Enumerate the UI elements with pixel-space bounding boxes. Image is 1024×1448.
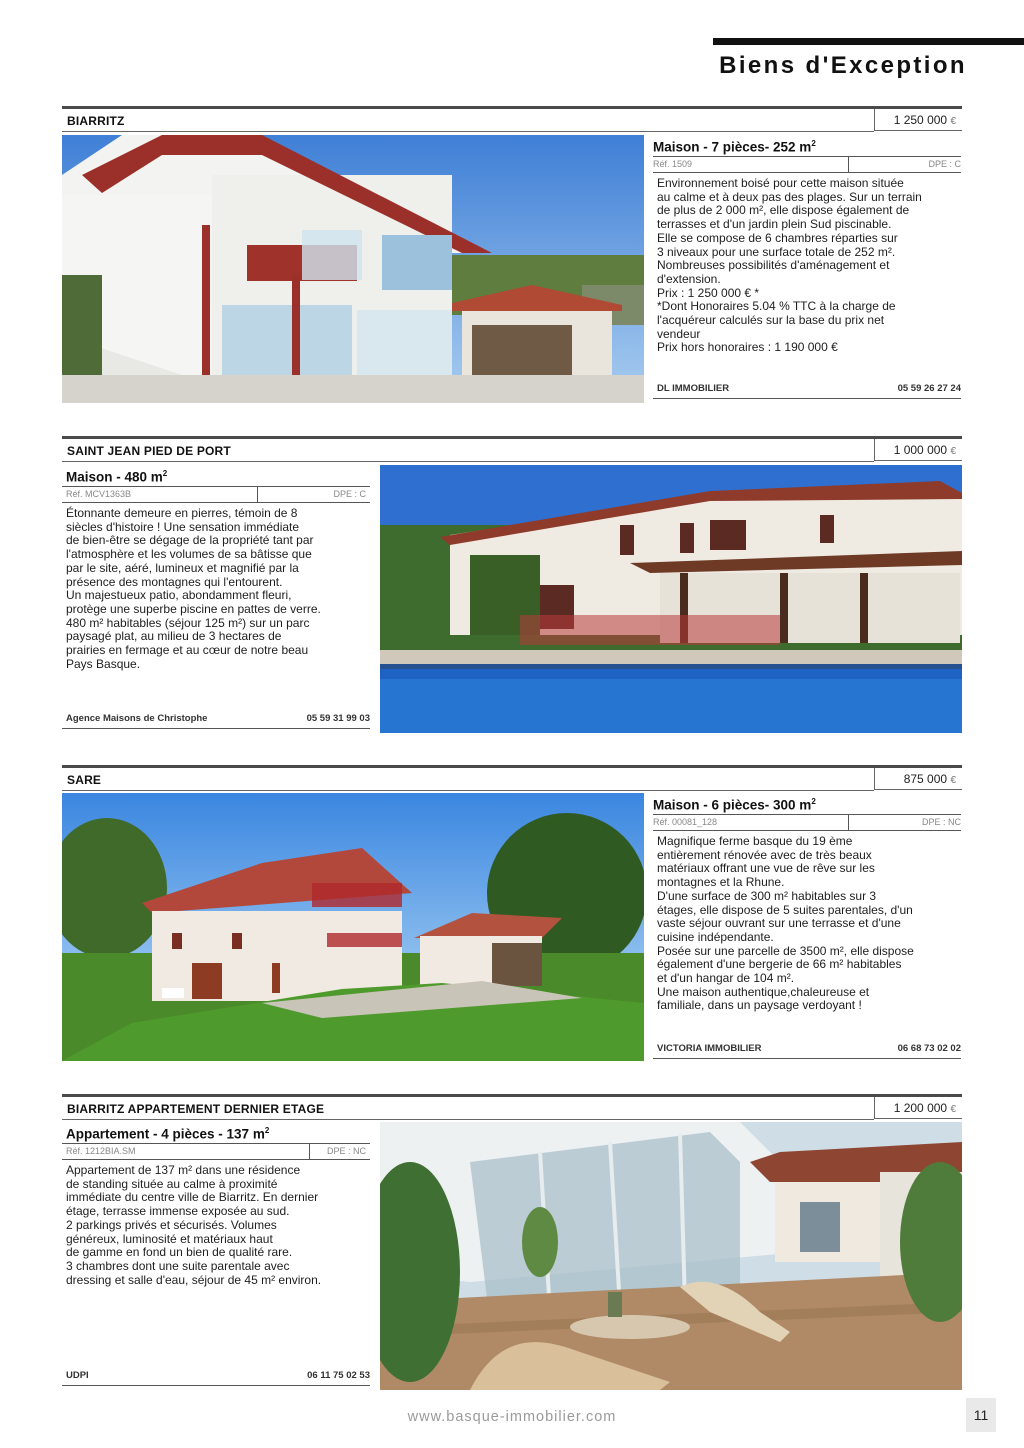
description-line: par le site, aéré, lumineux et magnifié par la (66, 560, 299, 575)
currency-symbol: € (950, 116, 956, 127)
agency-phone: 06 11 75 02 53 (307, 1370, 370, 1381)
description-line: Elle se compose de 6 chambres réparties sur (657, 230, 898, 245)
location-rule (62, 131, 874, 132)
listing-location: BIARRITZ APPARTEMENT DERNIER ETAGE (67, 1102, 325, 1116)
description-line: immédiate du centre ville de Biarritz. En dernier (66, 1190, 319, 1205)
listing-text (653, 135, 961, 403)
title-superscript: 2 (162, 469, 168, 478)
description-line: *Dont Honoraires 5.04 % TTC à la charge de (657, 299, 896, 314)
footer-url: www.basque-immobilier.com (407, 1409, 617, 1425)
listing-location: SAINT JEAN PIED DE PORT (67, 444, 231, 458)
listing-top-rule (62, 765, 962, 768)
description-line: cuisine indépendante. (657, 929, 774, 944)
description-line: 480 m² habitables (séjour 125 m²) sur un parc (66, 615, 310, 630)
reference: Réf. 1509 (653, 157, 849, 172)
description-line: protège une superbe piscine en pattes de verre. (66, 601, 321, 616)
description-line: familiale, dans un paysage verdoyant ! (657, 998, 862, 1013)
reference: Réf. MCV1363B (62, 487, 258, 502)
agency-row (653, 1043, 961, 1059)
agency-phone: 06 68 73 02 02 (897, 1043, 961, 1054)
property-photo (380, 465, 962, 733)
description-line: d'extension. (657, 271, 721, 286)
listing-biarritz (62, 106, 962, 406)
description-line: 2 parkings privés et sécurisés. Volumes (66, 1217, 277, 1232)
page-number: 11 (966, 1398, 996, 1432)
reference: Réf. 00081_128 (653, 815, 849, 830)
property-description (657, 835, 957, 1013)
agency-phone: 05 59 31 99 03 (306, 713, 370, 724)
location-rule (62, 461, 874, 462)
listing-biarritz-appartement (62, 1094, 962, 1394)
property-photo (380, 1122, 962, 1390)
section-title: Biens d'Exception (719, 52, 967, 79)
description-line: Un majestueux patio, abondamment fleuri, (66, 588, 292, 603)
description-line: Étonnante demeure en pierres, témoin de 8 (66, 506, 298, 520)
listing-text (653, 793, 961, 1061)
listing-top-rule (62, 436, 962, 439)
agency-name: UDPI (66, 1370, 89, 1381)
dpe-rating: DPE : NC (326, 1146, 366, 1156)
description-line: D'une surface de 300 m² habitables sur 3 (657, 888, 877, 903)
description-line: Magnifique ferme basque du 19 ème (657, 834, 853, 848)
dpe-rating: DPE : C (928, 159, 961, 169)
title-text: Maison - 480 m (66, 469, 163, 485)
listing-sare (62, 765, 962, 1065)
title-superscript: 2 (811, 139, 816, 148)
agency-name: DL IMMOBILIER (657, 383, 730, 394)
property-photo (62, 135, 644, 403)
dpe-rating: DPE : C (333, 489, 366, 499)
agency-row (653, 383, 961, 399)
property-description (657, 177, 957, 355)
reference-row (653, 157, 961, 173)
property-description (66, 1164, 366, 1287)
description-line: de gamme en fond un bien de qualité rare. (66, 1245, 293, 1260)
description-line: de standing située au calme à proximité (66, 1176, 278, 1191)
description-line: Posée sur une parcelle de 3500 m², elle dispose (657, 943, 914, 958)
reference-row (62, 1144, 370, 1160)
listing-location: SARE (67, 773, 102, 787)
description-line: et d'un hangar de 104 m². (657, 971, 795, 986)
title-text: Maison - 6 pièces- 300 m (653, 797, 812, 813)
title-superscript: 2 (811, 797, 816, 806)
reference: Réf. 1212BIA.SM (62, 1144, 310, 1159)
description-line: étage, terrasse immense exposée au sud. (66, 1204, 290, 1219)
property-title (653, 135, 961, 157)
location-rule (62, 790, 874, 791)
property-title (653, 793, 961, 815)
description-line: Prix : 1 250 000 € * (657, 285, 760, 300)
description-line: présence des montagnes qui l'entourent. (66, 574, 283, 589)
agency-name: VICTORIA IMMOBILIER (657, 1043, 762, 1054)
currency-symbol: € (950, 446, 956, 457)
title-text: Maison - 7 pièces- 252 m (653, 139, 812, 155)
description-line: Environnement boisé pour cette maison située (657, 176, 904, 190)
description-line: Nombreuses possibilités d'aménagement et (657, 258, 890, 273)
description-line: vendeur (657, 326, 701, 341)
description-line: de bien-être se dégage de la propriété tant par (66, 533, 314, 548)
agency-row (62, 1370, 370, 1386)
price-value: 1 200 000 (893, 1101, 948, 1115)
description-line: entièrement rénovée avec de très beaux (657, 847, 872, 862)
property-title (62, 465, 370, 487)
location-rule (62, 1119, 874, 1120)
currency-symbol: € (950, 775, 956, 786)
description-line: l'atmosphère et les volumes de sa bâtisse que (66, 547, 312, 562)
listing-text (62, 465, 370, 733)
listing-top-rule (62, 106, 962, 109)
price-value: 875 000 (903, 772, 948, 786)
reference-row (62, 487, 370, 503)
agency-phone: 05 59 26 27 24 (897, 383, 961, 394)
price-value: 1 000 000 (893, 443, 948, 457)
description-line: terrasses et d'un jardin plein Sud piscinable. (657, 217, 892, 232)
description-line: 3 niveaux pour une surface totale de 252 m². (657, 244, 896, 259)
property-photo (62, 793, 644, 1061)
description-line: siècles d'histoire ! Une sensation immédiate (66, 519, 300, 534)
title-superscript: 2 (264, 1126, 270, 1135)
header-bar (713, 38, 1024, 45)
description-line: l'acquéreur calculés sur la base du prix net (657, 313, 885, 328)
listing-price (874, 768, 962, 790)
price-value: 1 250 000 (893, 113, 948, 127)
description-line: dressing et salle d'eau, séjour de 45 m² environ. (66, 1272, 322, 1287)
agency-row (62, 713, 370, 729)
description-line: matériaux offrant une vue de rêve sur les (657, 861, 875, 876)
listing-location: BIARRITZ (67, 114, 125, 128)
description-line: Appartement de 137 m² dans une résidence (66, 1163, 301, 1177)
description-line: montagnes et la Rhune. (657, 875, 785, 890)
listing-saint-jean-pied-de-port (62, 436, 962, 736)
description-line: au calme et à deux pas des plages. Sur un terrain (657, 189, 922, 204)
description-line: prairies en fermage et au cœur de notre beau (66, 643, 309, 658)
reference-row (653, 815, 961, 831)
description-line: étages, elle dispose de 5 suites parentales, d'un (657, 902, 913, 917)
listing-price (874, 1097, 962, 1119)
description-line: 3 chambres dont une suite parentale avec (66, 1258, 290, 1273)
listing-price (874, 439, 962, 461)
listing-top-rule (62, 1094, 962, 1097)
dpe-rating: DPE : NC (921, 817, 961, 827)
currency-symbol: € (950, 1104, 956, 1115)
property-description (66, 507, 366, 671)
description-line: Pays Basque. (66, 656, 141, 671)
description-line: vaste séjour ouvrant sur une terrasse et d'une (657, 916, 901, 931)
description-line: Prix hors honoraires : 1 190 000 € (657, 340, 838, 355)
property-title (62, 1122, 370, 1144)
description-line: également d'une bergerie de 66 m² habitables (657, 957, 902, 972)
description-line: de plus de 2 000 m², elle dispose également de (657, 203, 910, 218)
listing-text (62, 1122, 370, 1390)
agency-name: Agence Maisons de Christophe (66, 713, 208, 724)
description-line: généreux, luminosité et matériaux haut (66, 1231, 273, 1246)
description-line: Une maison authentique,chaleureuse et (657, 984, 870, 999)
title-text: Appartement - 4 pièces - 137 m (66, 1126, 265, 1142)
description-line: paysagé plat, au milieu de 3 hectares de (66, 629, 282, 644)
listing-price (874, 109, 962, 131)
